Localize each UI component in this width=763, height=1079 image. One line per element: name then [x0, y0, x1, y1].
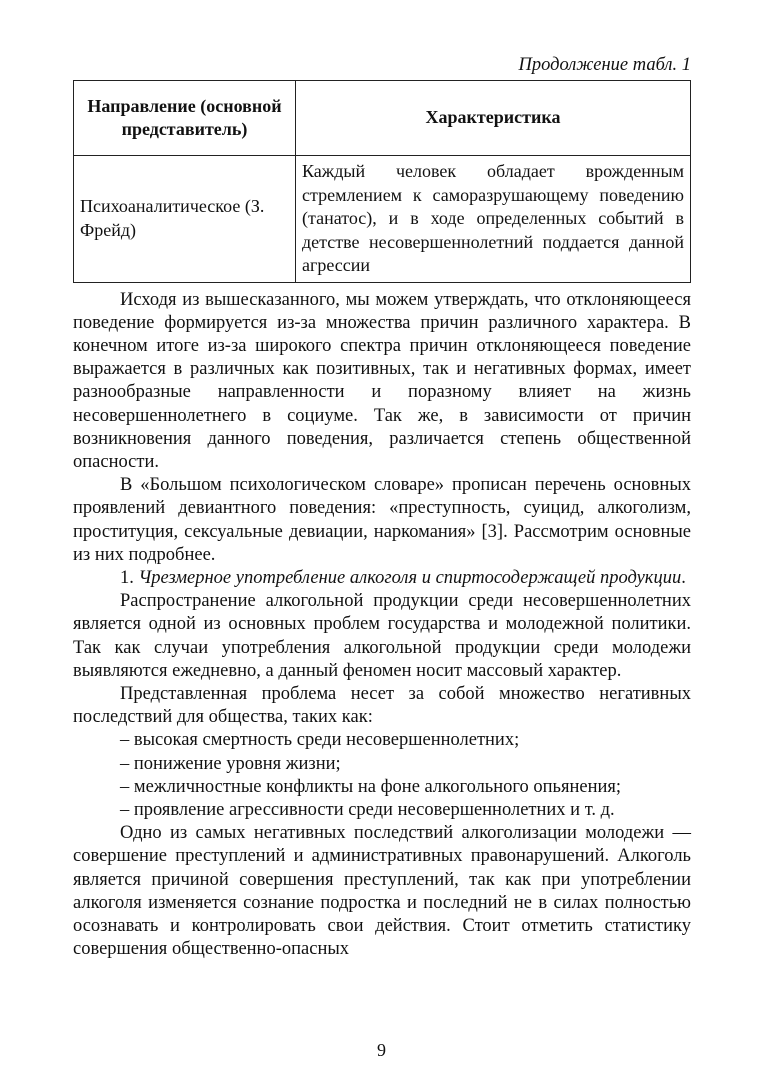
table-cell-direction: Психоаналитическое (З. Фрейд) [74, 156, 296, 283]
list-item: – высокая смертность среди несовершеннолетних; [120, 730, 520, 751]
paragraph-3-heading [73, 567, 691, 590]
body-text [73, 289, 691, 962]
table [73, 80, 691, 283]
heading-number: 1. [120, 567, 134, 588]
page-content [73, 52, 691, 961]
list-item: – межличностные конфликты на фоне алкогольного опьянения; [120, 776, 622, 797]
table-row [74, 156, 691, 283]
table-header-row [74, 81, 691, 156]
paragraph-2: В «Большом психологическом словаре» прописан перечень основных проявлений девиантного поведения: «преступность, суицид, алкоголизм, проституция, сексуальные девиации, наркомания» [3]. Рассмотрим основные из них подробнее. [73, 475, 691, 565]
heading-period: . [681, 567, 686, 588]
paragraph-4: Распространение алкогольной продукции среди несовершеннолетних является одной из основных проблем государства и молодежной политики. Так как случаи употребления алкогольной продукции среди молодежи выявляются ежедневно, а данный феномен носит массовый характер. [73, 591, 691, 681]
table-cell-characteristic: Каждый человек обладает врожденным стремлением к саморазрушающему поведению (танатос), и в ходе определенных событий в детстве несовершеннолетний поддается данной агрессии [296, 156, 691, 283]
heading-italic-text: Чрезмерное употребление алкоголя и спиртосодержащей продукции [138, 567, 682, 588]
table-continuation-label: Продолжение табл. 1 [518, 55, 691, 75]
list-item: – проявление агрессивности среди несовершеннолетних и т. д. [120, 799, 615, 820]
paragraph-6: Одно из самых негативных последствий алкоголизации молодежи — совершение преступлений и административных правонарушений. Алкоголь является причиной совершения преступлений, так как при употреблении алкоголя изменяется сознание подростка и последний не в силах полностью осознавать и контролировать свои действия. Стоит отметить статистику совершения общественно-опасных [73, 823, 691, 960]
table-header-characteristic: Характеристика [296, 81, 691, 156]
list-item: – понижение уровня жизни; [120, 753, 341, 774]
paragraph-5: Представленная проблема несет за собой множество негативных последствий для общества, таких как: [73, 683, 691, 728]
paragraph-1: Исходя из вышесказанного, мы можем утверждать, что отклоняющееся поведение формируется из-за множества причин различного характера. В конечном итоге из-за широкого спектра причин отклоняющееся поведение выражается в различных как позитивных, так и негативных формах, имеет разнообразные направленности и поразному влияет на жизнь несовершеннолетнего в социуме. Так же, в зависимости от причин возникновения данного поведения, различается степень общественной опасности. [73, 289, 691, 472]
table-header-direction: Направление (основной представитель) [74, 81, 296, 156]
page-number: 9 [377, 1040, 386, 1060]
